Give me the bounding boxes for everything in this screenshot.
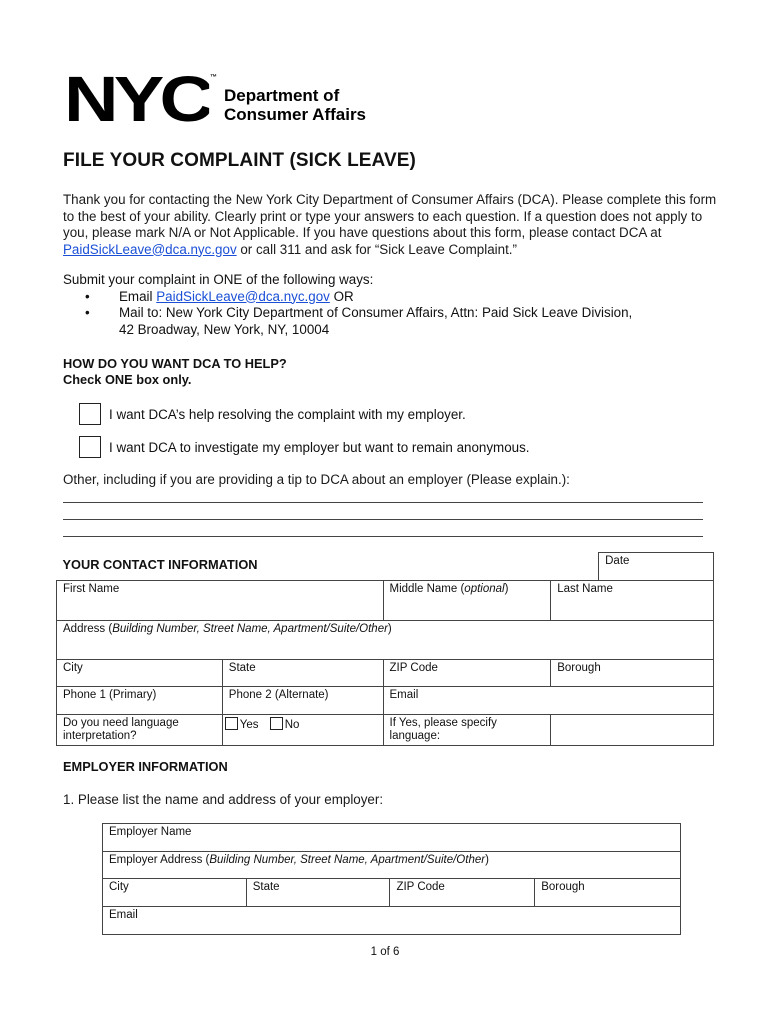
- employer-borough-field[interactable]: [535, 879, 681, 907]
- city-label: City: [63, 662, 83, 674]
- zip-field[interactable]: [383, 660, 551, 687]
- first-name-label: First Name: [63, 583, 120, 595]
- other-line-2[interactable]: [63, 519, 703, 520]
- last-name-label: Last Name: [557, 583, 613, 595]
- state-label: State: [228, 662, 256, 674]
- investigate-checkbox[interactable]: [79, 436, 101, 458]
- investigate-label: I want DCA to investigate my employer but want to remain anonymous.: [109, 439, 530, 455]
- employer-state-field[interactable]: [246, 879, 390, 907]
- employer-borough-label: Borough: [541, 881, 585, 893]
- city-field[interactable]: [57, 660, 223, 687]
- employer-address-field[interactable]: [103, 852, 681, 879]
- submit-email-link[interactable]: PaidSickLeave@dca.nyc.gov: [156, 288, 330, 304]
- employer-state-label: State: [252, 881, 280, 893]
- borough-field[interactable]: [551, 660, 714, 687]
- contact-heading: YOUR CONTACT INFORMATION: [57, 553, 599, 581]
- contact-info-table: [56, 552, 714, 746]
- submit-email-suffix: OR: [329, 288, 354, 304]
- middle-name-field[interactable]: [383, 581, 551, 621]
- page-title: FILE YOUR COMPLAINT (SICK LEAVE): [63, 150, 416, 171]
- language-question: Do you need language interpretation?: [57, 715, 223, 746]
- help-heading-1: HOW DO YOU WANT DCA TO HELP?: [63, 356, 287, 371]
- trademark-symbol: ™: [210, 74, 217, 81]
- employer-info-table: [102, 823, 681, 935]
- other-line-3[interactable]: [63, 536, 703, 537]
- help-heading-2: Check ONE box only.: [63, 372, 192, 387]
- employer-zip-field[interactable]: [390, 879, 535, 907]
- yes-label: Yes: [239, 719, 259, 731]
- bullet-icon: •: [85, 305, 90, 320]
- department-name: [224, 86, 366, 124]
- address-field[interactable]: [57, 621, 714, 660]
- nyc-logo-mark: [64, 72, 216, 126]
- phone1-label: Phone 1 (Primary): [63, 689, 157, 701]
- other-line-1[interactable]: [63, 502, 703, 503]
- phone1-field[interactable]: [57, 687, 223, 715]
- language-specify-label: If Yes, please specify language:: [383, 715, 551, 746]
- nyc-dca-logo: [64, 72, 366, 126]
- borough-label: Borough: [557, 662, 601, 674]
- employer-question-1: 1. Please list the name and address of your employer:: [63, 792, 384, 807]
- page-number: 1 of 6: [370, 946, 400, 958]
- employer-city-field[interactable]: [103, 879, 247, 907]
- intro-paragraph: [63, 192, 723, 258]
- employer-email-field[interactable]: [103, 907, 681, 935]
- intro-text: Thank you for contacting the New York City Department of Consumer Affairs (DCA). Please complete this form to the best of your ability. Clearly print or type your answers to each question. If a question does not apply to you, please mark N/A or Not Applicable. If you have questions about this form, please contact DCA at: [63, 192, 717, 240]
- no-label: No: [284, 719, 300, 731]
- nyc-logo-text: NYC: [64, 72, 210, 126]
- dept-line-2: Consumer Affairs: [224, 105, 367, 124]
- help-option-investigate: [79, 436, 530, 458]
- mail-line-2: 42 Broadway, New York, NY, 10004: [119, 321, 330, 337]
- bullet-icon: •: [85, 288, 90, 304]
- resolve-label: I want DCA’s help resolving the complaint with my employer.: [109, 406, 466, 422]
- submit-email-prefix: Email: [119, 288, 157, 304]
- employer-zip-label: ZIP Code: [396, 881, 445, 893]
- email-field[interactable]: [383, 687, 713, 715]
- date-label: Date: [605, 555, 630, 567]
- resolve-checkbox[interactable]: [79, 403, 101, 425]
- language-no-checkbox[interactable]: [270, 717, 283, 730]
- employer-name-label: Employer Name: [109, 826, 192, 838]
- last-name-field[interactable]: [551, 581, 714, 621]
- submit-email-item: [63, 289, 713, 306]
- employer-heading: EMPLOYER INFORMATION: [63, 759, 228, 774]
- submit-mail-item: [63, 305, 713, 338]
- address-label: Address (Building Number, Street Name, Apartment/Suite/Other): [63, 623, 392, 635]
- zip-label: ZIP Code: [389, 662, 438, 674]
- email-label: Email: [389, 689, 419, 701]
- language-specify-field[interactable]: [551, 715, 714, 746]
- employer-name-field[interactable]: [103, 824, 681, 852]
- submit-lead: Submit your complaint in ONE of the following ways:: [63, 272, 374, 287]
- phone2-field[interactable]: [222, 687, 383, 715]
- language-choice: [222, 715, 383, 746]
- dept-line-1: Department of: [224, 86, 340, 105]
- employer-email-label: Email: [109, 909, 138, 921]
- help-option-resolve: [79, 403, 466, 425]
- employer-address-label: Employer Address (Building Number, Street Name, Apartment/Suite/Other): [109, 854, 489, 866]
- intro-text-end: or call 311 and ask for “Sick Leave Complaint.”: [236, 241, 517, 257]
- mail-line-1: Mail to: New York City Department of Consumer Affairs, Attn: Paid Sick Leave Division,: [119, 305, 633, 320]
- employer-city-label: City: [109, 881, 129, 893]
- state-field[interactable]: [222, 660, 383, 687]
- phone2-label: Phone 2 (Alternate): [228, 689, 329, 701]
- first-name-field[interactable]: [57, 581, 384, 621]
- middle-name-label: Middle Name (optional): [389, 583, 509, 595]
- other-prompt: Other, including if you are providing a tip to DCA about an employer (Please explain.):: [63, 472, 570, 487]
- submit-methods: [63, 272, 713, 338]
- language-yes-checkbox[interactable]: [225, 717, 238, 730]
- intro-email-link[interactable]: PaidSickLeave@dca.nyc.gov: [63, 241, 237, 257]
- date-field[interactable]: [599, 553, 714, 581]
- help-heading: [63, 356, 287, 388]
